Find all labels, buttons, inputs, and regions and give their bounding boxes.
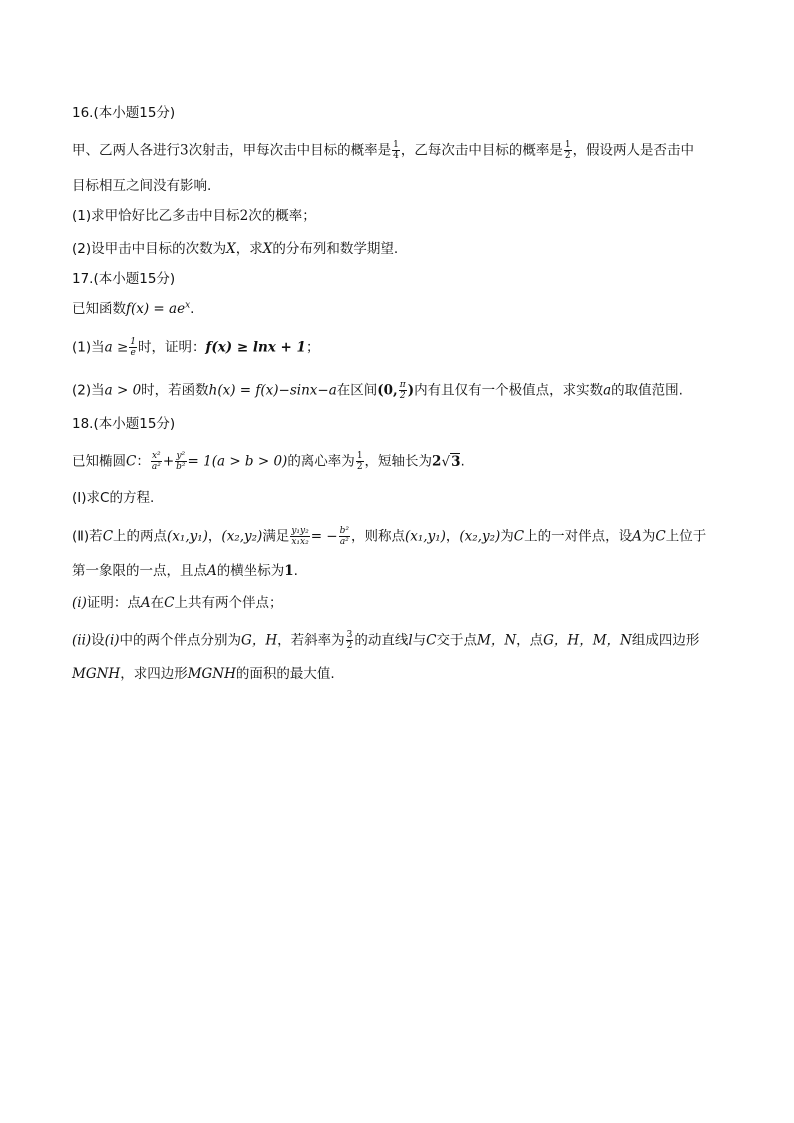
math-var: l	[408, 632, 413, 649]
text: 时，若函数	[141, 382, 209, 399]
math-expr: f(x) ≥ lnx + 1	[205, 339, 306, 356]
text: 已知椭圆	[72, 453, 126, 470]
fraction-denominator: 2	[346, 641, 353, 651]
text: ，点	[516, 632, 544, 649]
text: ，则称点	[351, 528, 405, 545]
fraction-denominator: a²	[339, 537, 349, 547]
q16-header	[72, 104, 175, 122]
text: 时，证明：	[138, 339, 206, 356]
q17-statement	[72, 300, 194, 318]
text: 证明：点	[86, 595, 141, 611]
fraction-y2-over-b2	[175, 451, 186, 472]
math-expr: G，H，M，N	[543, 632, 632, 649]
number: 1	[284, 563, 294, 579]
fraction-numerator: y₁y₂	[291, 526, 309, 536]
q18-part1	[72, 489, 154, 507]
math-expr: (x₁,y₁)	[405, 528, 446, 545]
text: 上的一对伴点，设	[524, 528, 633, 545]
fraction-denominator: 2	[399, 391, 406, 401]
text: ，	[445, 528, 460, 545]
text: ：	[136, 453, 150, 470]
math-op: = −	[310, 528, 338, 545]
text: ，假设两人是否击中	[572, 142, 695, 159]
text: 的面积的最大值.	[235, 666, 335, 682]
fraction-denominator: 4	[393, 151, 399, 161]
fraction-numerator: 3	[346, 630, 353, 640]
text: 次射击，甲每次击中目标的概率是	[188, 142, 392, 159]
radical-sign: √	[441, 453, 451, 470]
fraction-b2-over-a2	[339, 526, 350, 547]
text: (2)当	[72, 382, 105, 399]
text: ，求	[235, 241, 263, 257]
q18-statement	[72, 451, 465, 472]
q16-part2	[72, 240, 398, 258]
q17-header-text: 17.(本小题15分)	[72, 271, 176, 287]
fraction-denominator: b²	[176, 462, 186, 472]
text: ，	[207, 528, 222, 545]
q18-subpart-i	[72, 594, 282, 612]
text: 为	[500, 528, 514, 545]
text: 次的概率；	[248, 208, 316, 224]
math-var: A	[207, 563, 217, 579]
text: (Ⅱ)若	[72, 528, 103, 545]
math-sup: x	[185, 300, 191, 311]
math-expr: G，H	[241, 632, 278, 649]
q18-subpart-ii-line2	[72, 665, 335, 683]
text: 满足	[262, 528, 290, 545]
text: 上的两点	[113, 528, 168, 545]
q16-statement-line2	[72, 177, 211, 195]
fraction-denominator: e	[130, 348, 136, 358]
square-root	[441, 453, 460, 471]
fraction-prob-a	[392, 140, 400, 161]
math-var: C	[655, 528, 666, 545]
text: 上共有两个伴点；	[174, 595, 283, 611]
math-expr: a ≥	[104, 339, 129, 356]
text: (2)设甲击中目标的次数为	[72, 241, 227, 257]
math-expr: (x₁,y₁)	[167, 528, 208, 545]
math-var: A	[140, 595, 151, 611]
q16-header-text: 16.(本小题15分)	[72, 105, 176, 121]
text: (Ⅰ)求C的方程.	[72, 490, 155, 506]
text: ；	[305, 339, 320, 356]
fraction-one-over-e	[129, 337, 137, 358]
fraction-denominator: x₁x₂	[291, 537, 309, 547]
text: ，乙每次击中目标的概率是	[400, 142, 563, 159]
math-expr: MGNH	[72, 666, 121, 682]
text: 已知函数	[72, 301, 126, 317]
fraction-x2-over-a2	[151, 451, 162, 472]
math-expr: MGNH	[187, 666, 236, 682]
q18-header-text: 18.(本小题15分)	[72, 416, 176, 432]
fraction-numerator: x²	[151, 451, 161, 461]
fraction-pi-over-2	[399, 380, 407, 401]
text: ，短轴长为	[364, 453, 433, 470]
math-var: a	[603, 382, 612, 399]
fraction-numerator: 1	[356, 451, 363, 461]
fraction-numerator: 1	[130, 337, 137, 347]
math-var: A	[632, 528, 642, 545]
q17-part2	[72, 380, 683, 401]
text: .	[460, 453, 465, 470]
q18-part2-line1	[72, 526, 706, 547]
q17-header	[72, 270, 175, 288]
fraction-numerator: π	[399, 380, 406, 390]
text: ，求四边形	[120, 666, 188, 682]
text: 与	[412, 632, 427, 649]
radicand: 3	[451, 453, 461, 470]
q18-subpart-ii-line1	[72, 630, 699, 651]
math-expr: a > 0	[104, 382, 142, 399]
text: 在区间	[336, 382, 378, 399]
text: 交于点	[436, 632, 477, 649]
math-expr: M，N	[477, 632, 517, 649]
number: 2	[239, 208, 249, 224]
text: 第一象限的一点，且点	[72, 563, 207, 579]
fraction-denominator: 2	[564, 151, 571, 161]
math-expr: )	[407, 382, 415, 399]
fraction-eccentricity	[356, 451, 364, 472]
math-var: C	[164, 595, 175, 611]
text: 的动直线	[354, 632, 409, 649]
math-expr: (x₂,y₂)	[459, 528, 501, 545]
text: 甲、乙两人各进行	[72, 142, 180, 159]
number: 3	[180, 142, 189, 159]
text: 的分布列和数学期望.	[272, 241, 399, 257]
text: ，若斜率为	[277, 632, 345, 649]
text: 的离心率为	[287, 453, 355, 470]
text: .	[190, 301, 195, 317]
text: 中的两个伴点分别为	[119, 632, 242, 649]
fraction-y1y2-over-x1x2	[290, 526, 309, 547]
math-var: C	[426, 632, 437, 649]
math-var: C	[102, 528, 114, 545]
number: 2	[432, 453, 442, 470]
math-expr: (x₂,y₂)	[221, 528, 263, 545]
fraction-slope	[346, 630, 354, 651]
q16-part1	[72, 207, 316, 225]
math-label: (ii)	[72, 632, 92, 649]
math-label: (i)	[72, 595, 87, 611]
fraction-prob-b	[564, 140, 572, 161]
fraction-denominator: 2	[356, 462, 363, 472]
q16-statement-line1	[72, 140, 694, 161]
math-expr: f(x) = ae	[126, 301, 186, 317]
math-op: +	[162, 453, 175, 470]
text: 在	[150, 595, 165, 611]
text: (1)当	[72, 339, 105, 356]
text: 上位于	[665, 528, 707, 545]
math-var: X	[226, 241, 236, 257]
q17-part1	[72, 337, 319, 358]
text: (1)求甲恰好比乙多击中目标	[72, 208, 240, 224]
q18-header	[72, 415, 175, 433]
fraction-numerator: 1	[564, 140, 571, 150]
math-label: (i)	[104, 632, 120, 649]
math-expr: (0,	[377, 382, 398, 399]
fraction-numerator: 1	[393, 140, 399, 150]
fraction-denominator: a²	[151, 462, 161, 472]
math-expr: = 1(a > b > 0)	[187, 453, 288, 470]
fraction-numerator: b²	[339, 526, 349, 536]
math-var: X	[262, 241, 273, 257]
fraction-numerator: y²	[176, 451, 186, 461]
text: 目标相互之间没有影响.	[72, 178, 212, 194]
text: 的横坐标为	[216, 563, 285, 579]
math-expr: h(x) = f(x)−sinx−a	[208, 382, 337, 399]
text: 组成四边形	[631, 632, 700, 649]
text: 的取值范围.	[611, 382, 683, 399]
q18-part2-line2	[72, 562, 298, 580]
text: 内有且仅有一个极值点，求实数	[414, 382, 604, 399]
math-var: C	[513, 528, 525, 545]
math-var: C	[126, 453, 137, 470]
text: 设	[91, 632, 105, 649]
text: 为	[641, 528, 656, 545]
text: .	[293, 563, 298, 579]
